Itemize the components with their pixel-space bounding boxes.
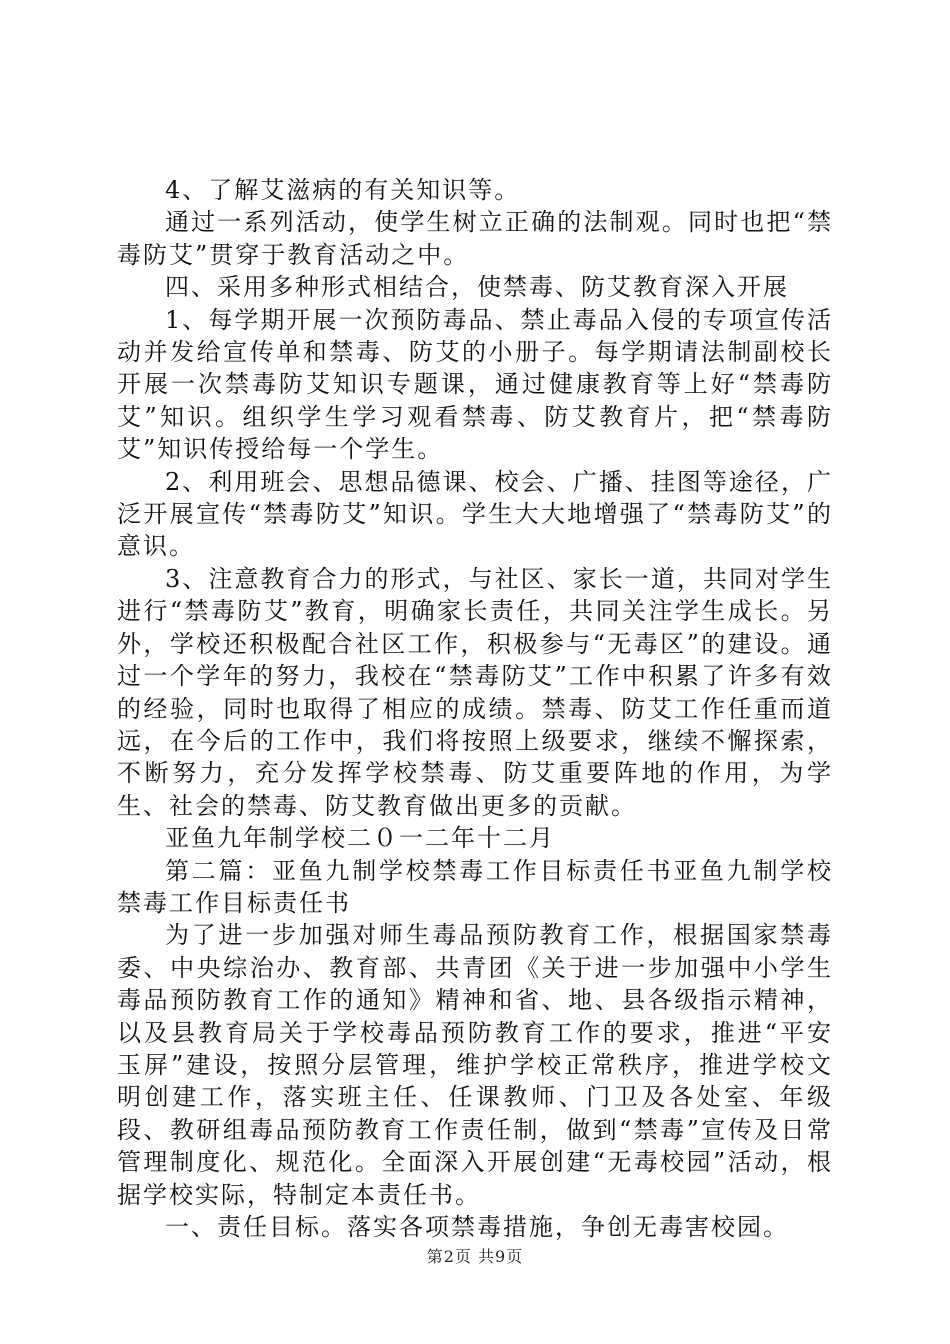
paragraph-activities-summary: 通过一系列活动，使学生树立正确的法制观。同时也把“禁毒防艾”贯穿于教育活动之中。 bbox=[117, 208, 833, 269]
paragraph-item-3: 3、注意教育合力的形式，与社区、家长一道，共同对学生进行“禁毒防艾”教育，明确家长责任，共同关注学生成长。另外，学校还积极配合社区工作，积极参与“无毒区”的建设。通过一个学年的努力，我校在“禁毒防艾”工作中积累了许多有效的经验，同时也取得了相应的成绩。禁毒、防艾工作任重而道远，在今后的工作中，我们将按照上级要求，继续不懈探索，不断努力，充分发挥学校禁毒、防艾重要阵地的作用，为学生、社会的禁毒、防艾教育做出更多的贡献。 bbox=[117, 564, 833, 820]
paragraph-item-2: 2、利用班会、思想品德课、校会、广播、挂图等途径，广泛开展宣传“禁毒防艾”知识。学生大大地增强了“禁毒防艾”的意识。 bbox=[117, 467, 833, 561]
section-heading-four: 四、采用多种形式相结合，使禁毒、防艾教育深入开展 bbox=[165, 273, 789, 302]
document-body bbox=[117, 174, 833, 1243]
section-heading-responsibility-goal: 一、责任目标。落实各项禁毒措施，争创无毒害校园。 bbox=[165, 1213, 789, 1241]
page-footer: 第2页 共9页 bbox=[426, 1247, 524, 1266]
signature-date: 亚鱼九年制学校二０一二年十二月 bbox=[165, 824, 555, 853]
paragraph-item-4: 4、了解艾滋病的有关知识等。 bbox=[165, 176, 521, 204]
paragraph-item-1: 1、每学期开展一次预防毒品、禁止毒品入侵的专项宣传活动并发给宣传单和禁毒、防艾的小册子。每学期请法制副校长开展一次禁毒防艾知识专题课，通过健康教育等上好“禁毒防艾”知识。组织学生学习观看禁毒、防艾教育片，把“禁毒防艾”知识传授给每一个学生。 bbox=[117, 305, 833, 464]
paragraph-responsibility-intro: 为了进一步加强对师生毒品预防教育工作，根据国家禁毒委、中央综治办、教育部、共青团《关于进一步加强中小学生毒品预防教育工作的通知》精神和省、地、县各级指示精神，以及县教育局关于学校毒品预防教育工作的要求，推进“平安玉屏”建设，按照分层管理，维护学校正常秩序，推进学校文明创建工作，落实班主任、任课教师、门卫及各处室、年级段、教研组毒品预防教育工作责任制，做到“禁毒”宣传及日常管理制度化、规范化。全面深入开展创建“无毒校园”活动，根据学校实际，特制定本责任书。 bbox=[117, 921, 833, 1209]
second-article-title: 第二篇：亚鱼九制学校禁毒工作目标责任书亚鱼九制学校禁毒工作目标责任书 bbox=[117, 856, 833, 917]
